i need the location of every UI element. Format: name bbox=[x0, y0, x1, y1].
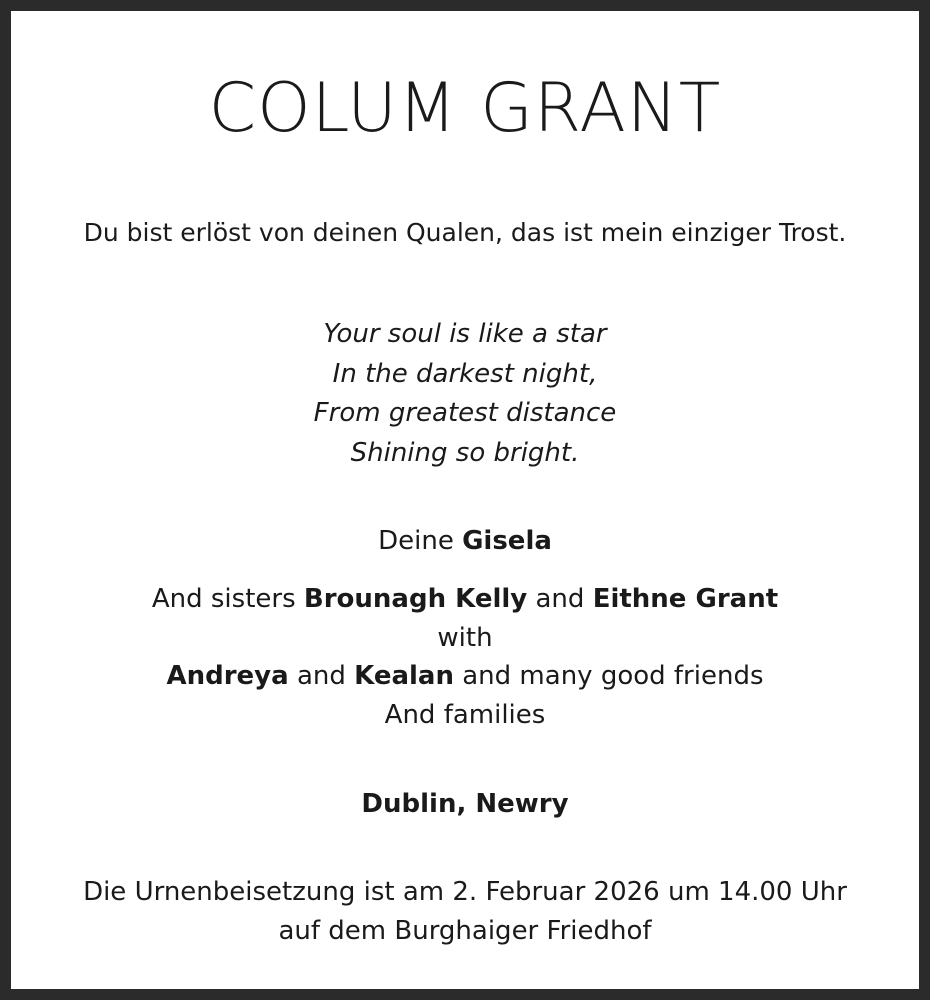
place-names: Dublin, Newry bbox=[361, 789, 569, 819]
mourners-list bbox=[11, 580, 919, 734]
poem-line: In the darkest night, bbox=[332, 358, 598, 389]
child-name: Kealan bbox=[354, 661, 454, 691]
signature-line bbox=[11, 522, 919, 561]
poem-line: Your soul is like a star bbox=[323, 319, 607, 349]
poem bbox=[11, 315, 919, 473]
epigraph-quote: Du bist erlöst von deinen Qualen, das ist mein einziger Trost. bbox=[83, 218, 847, 247]
conjunction: and bbox=[527, 584, 593, 614]
signature-prefix: Deine bbox=[378, 526, 463, 556]
mourners-line-sisters bbox=[11, 580, 919, 619]
signature-name: Gisela bbox=[462, 526, 552, 556]
burial-date-line: Die Urnenbeisetzung ist am 2. Februar 2026 um 14.00 Uhr bbox=[83, 877, 847, 907]
sister-name: Eithne Grant bbox=[592, 584, 779, 614]
friends-text: and many good friends bbox=[453, 661, 764, 691]
poem-line: From greatest distance bbox=[313, 398, 617, 428]
sisters-prefix: And sisters bbox=[151, 584, 304, 614]
burial-info bbox=[11, 873, 919, 950]
deceased-name: COLUM GRANT bbox=[208, 69, 722, 148]
mourners-line-children bbox=[11, 657, 919, 696]
poem-line: Shining so bright. bbox=[350, 437, 580, 468]
conjunction: and bbox=[288, 661, 355, 691]
child-name: Andreya bbox=[166, 661, 289, 691]
burial-location-line: auf dem Burghaiger Friedhof bbox=[278, 915, 652, 946]
mourners-line-families: And families bbox=[384, 699, 546, 730]
sister-name: Brounagh Kelly bbox=[303, 584, 528, 614]
mourners-line-with: with bbox=[437, 622, 493, 653]
